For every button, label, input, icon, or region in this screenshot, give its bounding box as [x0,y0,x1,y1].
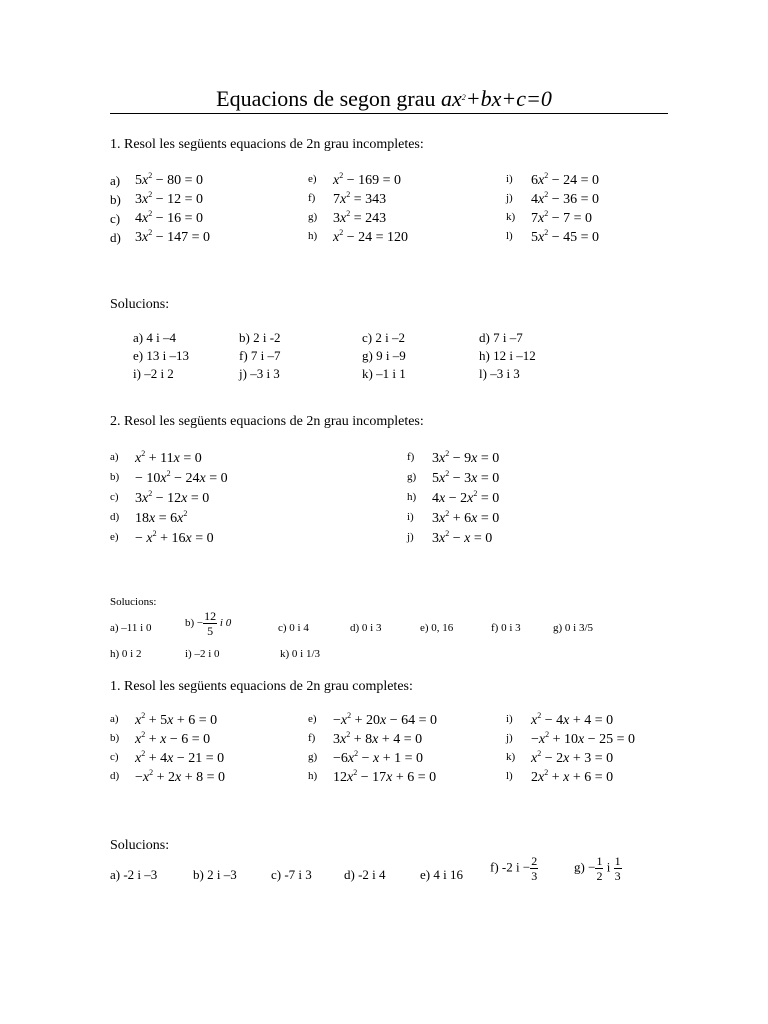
s1-solution: d) 7 i –7 [479,330,523,345]
s2-item-equation: − $x^2 + 16x = 0$ [135,529,214,546]
s1-solution: g) 9 i –9 [362,348,406,363]
s2-fraction: $\frac{12}{5}$ [204,609,217,638]
s1-item-equation: $7x^2 - 7 = 0$ [531,209,593,226]
s2-solution: k) 0 i 1/3 [280,648,321,660]
s2-item-equation: $3x^2 - x = 0$ [432,529,493,546]
s1-item-label: j) [506,192,513,204]
title-rule [110,113,668,114]
s3-item-label: g) [308,751,318,763]
s1-item-equation: $7x^2 = 343$ [333,190,387,207]
s3-item-equation: $2x^2 + x + 6 = 0$ [531,768,614,785]
s3-fraction: $\frac{1}{2}$ [596,854,603,883]
s2-item-equation: $3x^2 - 9x = 0$ [432,449,500,466]
s1-solution: f) 7 i –7 [239,348,281,363]
s2-item-label: a) [110,451,119,463]
s1-solution: k) –1 i 1 [362,366,406,381]
section1-solutions-heading: Solucions: [110,297,170,312]
s2-solution: c) 0 i 4 [278,622,309,634]
s1-item-equation: $5x^2 - 80 = 0$ [135,171,204,188]
s2-item-label: h) [407,491,417,503]
s2-item-equation: $18x = 6x^2$ [135,509,188,526]
s1-item-equation: $x^2 - 169 = 0$ [333,171,402,188]
s1-solution: h) 12 i –12 [479,348,536,363]
s3-sol-sign: − [588,859,596,875]
s3-sol-label: f) -2 i [490,859,520,875]
s1-item-label: l) [506,230,513,242]
s1-item-equation: $3x^2 - 12 = 0$ [135,190,204,207]
s1-item-equation: $x^2 - 24 = 120$ [333,228,409,245]
s2-item-label: b) [110,471,120,483]
s1-item-equation: $4x^2 - 16 = 0$ [135,209,204,226]
s1-solution: i) –2 i 2 [133,366,174,381]
s3-item-label: a) [110,713,119,725]
s3-item-equation: $-x^2 + 20x - 64 = 0$ [333,711,438,728]
s3-item-label: k) [506,751,516,763]
s3-sol-mid: i [603,859,614,875]
s1-item-label: g) [308,211,318,223]
s2-solution: e) 0, 16 [420,622,454,634]
s3-item-label: d) [110,770,120,782]
section2-solutions-heading: Solucions: [110,596,157,608]
s1-item-label: e) [308,173,317,185]
s2-item-label: c) [110,491,119,503]
s2-item-label: j) [407,531,414,543]
s3-item-equation: $x^2 + 4x - 21 = 0$ [135,749,225,766]
s1-item-label: d) [110,230,121,245]
s1-item-label: c) [110,211,121,226]
section2-heading: 2. Resol les següents equacions de 2n grau incompletes: [110,414,424,429]
s1-item-equation: $3x^2 = 243$ [333,209,387,226]
s1-solution: l) –3 i 3 [479,366,520,381]
s3-solution: e) 4 i 16 [420,867,463,882]
s3-item-label: j) [506,732,513,744]
s3-item-equation: $3x^2 + 8x + 4 = 0$ [333,730,423,747]
s1-item-equation: $5x^2 - 45 = 0$ [531,228,600,245]
s2-solution: a) –11 i 0 [110,622,152,634]
s3-item-label: c) [110,751,119,763]
title-text: Equacions de segon grau [216,86,441,111]
s1-item-equation: $6x^2 - 24 = 0$ [531,171,600,188]
s3-sol-label: g) [574,859,585,875]
s2-solution: i) –2 i 0 [185,648,220,660]
s1-item-label: i) [506,173,513,185]
s2-solution: h) 0 i 2 [110,648,142,660]
s3-item-equation: $x^2 + 5x + 6 = 0$ [135,711,218,728]
s2-item-equation: $3x^2 + 6x = 0$ [432,509,500,526]
s2-solution: d) 0 i 3 [350,622,382,634]
s3-item-label: f) [308,732,316,744]
s2-solution: f) 0 i 3 [491,622,521,634]
s3-item-equation: $x^2 + x - 6 = 0$ [135,730,211,747]
s3-item-label: h) [308,770,318,782]
page-title [0,86,768,112]
section3-solutions-heading: Solucions: [110,838,170,853]
s2-solution [185,610,231,637]
s3-item-equation: $-x^2 + 10x - 25 = 0$ [531,730,636,747]
s1-solution: a) 4 i –4 [133,330,176,345]
section3-heading: 1. Resol les següents equacions de 2n grau completes: [110,679,413,694]
s3-item-equation: $12x^2 - 17x + 6 = 0$ [333,768,437,785]
s1-solution: j) –3 i 3 [239,366,280,381]
s2-item-equation: − $10x^2 - 24x = 0$ [135,469,228,486]
s3-solution [490,855,538,882]
s3-item-equation: $-x^2 + 2x + 8 = 0$ [135,768,226,785]
s3-sol-sign: − [522,859,531,875]
s3-solution [574,855,622,882]
s2-sol-after: i 0 [217,617,232,630]
s1-item-equation: $3x^2 - 147 = 0$ [135,228,211,245]
s1-solution: e) 13 i –13 [133,348,189,363]
s3-item-equation: $x^2 - 2x + 3 = 0$ [531,749,614,766]
s1-item-label: h) [308,230,318,242]
s3-item-equation: $x^2 - 4x + 4 = 0$ [531,711,614,728]
s2-item-label: e) [110,531,119,543]
s1-solution: b) 2 i -2 [239,330,281,345]
s2-item-equation: $5x^2 - 3x = 0$ [432,469,500,486]
s3-solution: c) -7 i 3 [271,867,312,882]
s2-item-equation: $4x - 2x^2 = 0$ [432,489,500,506]
s1-item-label: b) [110,192,121,207]
s1-solution: c) 2 i –2 [362,330,405,345]
s3-solution: d) -2 i 4 [344,867,386,882]
s2-sol-sign: − [196,617,204,630]
s2-solution: g) 0 i 3/5 [553,622,594,634]
s2-item-equation: $x^2 + 11x = 0$ [135,449,202,466]
s3-fraction: $\frac{2}{3}$ [531,854,538,883]
s1-item-label: f) [308,192,316,204]
title-formula: $ax^2+bx+c=0$ [440,86,552,111]
s2-item-label: i) [407,511,414,523]
s2-item-label: f) [407,451,415,463]
s2-item-label: d) [110,511,120,523]
s3-item-equation: $-6x^2 - x + 1 = 0$ [333,749,424,766]
s3-fraction: $\frac{1}{3}$ [614,854,621,883]
s1-item-label: a) [110,173,121,188]
s3-item-label: l) [506,770,513,782]
s1-item-label: k) [506,211,516,223]
s2-item-equation: $3x^2 - 12x = 0$ [135,489,210,506]
s1-item-equation: $4x^2 - 36 = 0$ [531,190,600,207]
s3-solution: b) 2 i –3 [193,867,237,882]
s3-item-label: b) [110,732,120,744]
section1-heading: 1. Resol les següents equacions de 2n grau incompletes: [110,137,424,152]
s3-item-label: e) [308,713,317,725]
s3-item-label: i) [506,713,513,725]
s2-sol-label: b) [185,617,195,630]
s3-solution: a) -2 i –3 [110,867,158,882]
s2-item-label: g) [407,471,417,483]
